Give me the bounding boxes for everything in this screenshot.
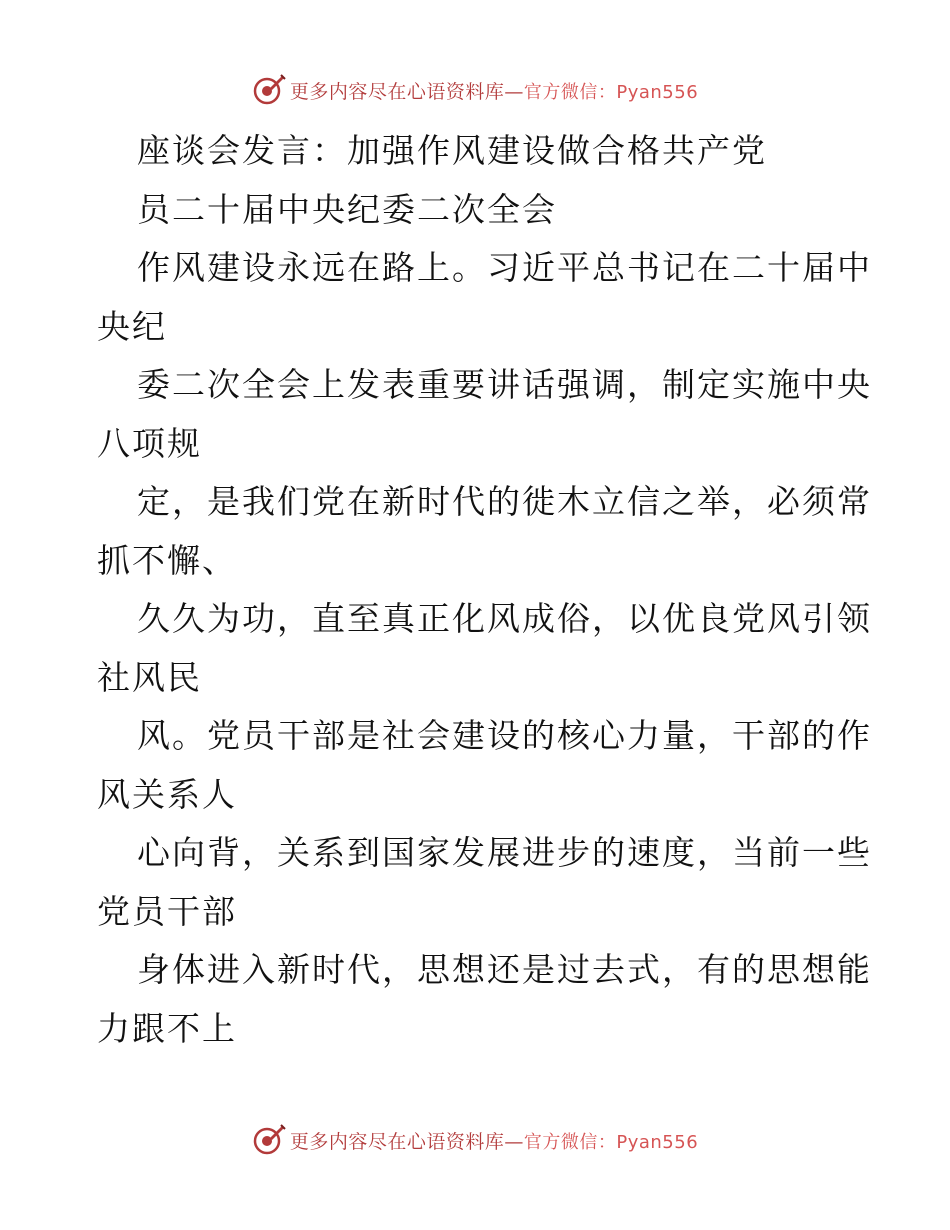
paragraph-line: 风。党员干部是社会建设的核心力量，干部的作 xyxy=(137,716,872,755)
paragraph-line: 抓不懈、 xyxy=(97,540,237,580)
header-banner-text xyxy=(290,77,698,104)
paragraph-line: 定，是我们党在新时代的徙木立信之举，必须常 xyxy=(137,482,872,521)
title-line: 员二十届中央纪委二次全会 xyxy=(137,189,557,229)
paragraph-line: 委二次全会上发表重要讲话强调，制定实施中央 xyxy=(137,365,872,404)
title-line: 座谈会发言：加强作风建设做合格共产党 xyxy=(137,131,767,170)
paragraph-line: 久久为功，直至真正化风成俗，以优良党风引领 xyxy=(137,599,872,638)
paragraph-line: 作风建设永远在路上。习近平总书记在二十届中 xyxy=(137,248,872,287)
paragraph-line: 央纪 xyxy=(97,306,167,346)
footer-wechat-text: 官方微信：Pyan556 xyxy=(523,1131,699,1153)
pen-logo-icon xyxy=(252,73,286,107)
pen-logo-icon xyxy=(252,1123,286,1157)
paragraph-line: 风关系人 xyxy=(97,774,237,814)
paragraph-line: 社风民 xyxy=(97,657,202,697)
header-watermark xyxy=(0,72,950,108)
header-brand-text: 更多内容尽在心语资料库 xyxy=(289,80,505,103)
paragraph-line: 力跟不上 xyxy=(97,1008,237,1048)
footer-watermark xyxy=(0,1122,950,1158)
footer-brand-text: 更多内容尽在心语资料库 xyxy=(289,1130,505,1153)
footer-separator: — xyxy=(504,1130,524,1153)
document-body xyxy=(97,122,872,1058)
header-separator: — xyxy=(504,80,524,103)
header-wechat-text: 官方微信：Pyan556 xyxy=(523,81,699,103)
paragraph-line: 党员干部 xyxy=(97,891,237,931)
paragraph-line: 八项规 xyxy=(97,423,202,463)
paragraph-line: 心向背，关系到国家发展进步的速度，当前一些 xyxy=(137,833,872,872)
footer-banner-text xyxy=(290,1127,698,1154)
paragraph-line: 身体进入新时代，思想还是过去式，有的思想能 xyxy=(137,950,872,989)
